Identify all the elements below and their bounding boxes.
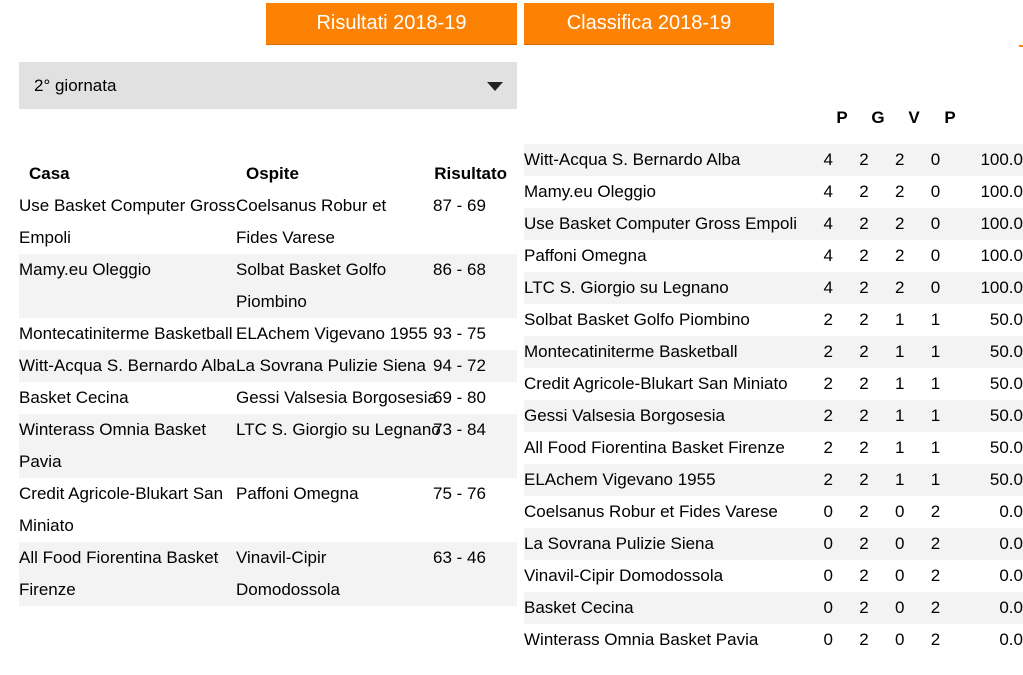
lost: 0 (930, 246, 941, 265)
score: 87 - 69 (433, 196, 486, 215)
lost: 1 (930, 470, 941, 489)
standings-row (524, 176, 1023, 208)
won: 1 (895, 310, 905, 329)
lost: 1 (930, 342, 941, 361)
score: 94 - 72 (433, 356, 486, 375)
results-table (19, 158, 517, 606)
played: 2 (859, 182, 869, 201)
score: 63 - 46 (433, 548, 486, 567)
standings-row (524, 560, 1023, 592)
table-row (19, 382, 517, 414)
table-row (19, 350, 517, 382)
won: 2 (895, 246, 905, 265)
standings-row (524, 304, 1023, 336)
lost: 1 (930, 310, 941, 329)
table-row (19, 542, 517, 606)
standings-row (524, 464, 1023, 496)
win-percentage: 50.0 (989, 310, 1023, 329)
won: 2 (895, 150, 905, 169)
team-name: Winterass Omnia Basket Pavia (524, 630, 759, 649)
tab-standings[interactable]: Classifica 2018-19 (524, 3, 774, 44)
played: 2 (859, 406, 869, 425)
score: 86 - 68 (433, 260, 486, 279)
standings-row (524, 432, 1023, 464)
header-home: Casa (29, 164, 70, 183)
team-name: Mamy.eu Oleggio (524, 182, 656, 201)
standings-row (524, 528, 1023, 560)
lost: 0 (930, 182, 941, 201)
team-name: Credit Agricole-Blukart San Miniato (524, 374, 788, 393)
played: 2 (859, 374, 869, 393)
win-percentage: 0.0 (999, 630, 1023, 649)
table-row (19, 414, 517, 478)
lost: 0 (930, 214, 941, 233)
away-team: Paffoni Omegna (236, 484, 359, 503)
home-team: Use Basket Computer Gross Empoli (19, 196, 236, 247)
standings-row (524, 208, 1023, 240)
team-name: Paffoni Omegna (524, 246, 647, 265)
team-name: LTC S. Giorgio su Legnano (524, 278, 729, 297)
won: 2 (895, 278, 905, 297)
table-row (19, 478, 517, 542)
won: 1 (895, 438, 905, 457)
results-body (19, 190, 517, 606)
lost: 2 (930, 566, 941, 585)
home-team: All Food Fiorentina Basket Firenze (19, 548, 219, 599)
score: 93 - 75 (433, 324, 486, 343)
chevron-down-icon (487, 82, 503, 91)
lost: 2 (930, 598, 941, 617)
home-team: Winterass Omnia Basket Pavia (19, 420, 207, 471)
standings-row (524, 624, 1023, 656)
lost: 0 (930, 278, 941, 297)
lost: 2 (930, 534, 941, 553)
points: 2 (823, 374, 833, 393)
team-name: Witt-Acqua S. Bernardo Alba (524, 150, 741, 169)
table-row (19, 254, 517, 318)
points: 0 (823, 630, 833, 649)
points: 4 (823, 278, 833, 297)
team-name: All Food Fiorentina Basket Firenze (524, 438, 785, 457)
won: 1 (895, 470, 905, 489)
played: 2 (859, 598, 869, 617)
score: 73 - 84 (433, 420, 486, 439)
home-team: Montecatiniterme Basketball (19, 324, 233, 343)
round-select-value: 2° giornata (34, 76, 117, 95)
header-lost: P (944, 108, 956, 127)
points: 4 (823, 182, 833, 201)
standings-row (524, 240, 1023, 272)
win-percentage: 50.0 (989, 342, 1023, 361)
won: 0 (895, 630, 905, 649)
team-name: Solbat Basket Golfo Piombino (524, 310, 750, 329)
lost: 1 (930, 438, 941, 457)
points: 0 (823, 502, 833, 521)
win-percentage: 100.0 (980, 278, 1023, 297)
standings-row (524, 336, 1023, 368)
points: 2 (823, 470, 833, 489)
results-header (19, 158, 517, 190)
standings-table (524, 144, 1023, 656)
standings-header (824, 105, 968, 131)
team-name: Basket Cecina (524, 598, 634, 617)
won: 1 (895, 342, 905, 361)
team-name: Use Basket Computer Gross Empoli (524, 214, 798, 233)
header-away: Ospite (246, 164, 299, 183)
win-percentage: 50.0 (989, 374, 1023, 393)
win-percentage: 50.0 (989, 470, 1023, 489)
played: 2 (859, 438, 869, 457)
header-points: P (836, 108, 848, 127)
played: 2 (859, 246, 869, 265)
win-percentage: 0.0 (999, 598, 1023, 617)
team-name: Gessi Valsesia Borgosesia (524, 406, 725, 425)
win-percentage: 0.0 (999, 566, 1023, 585)
win-percentage: 0.0 (999, 534, 1023, 553)
win-percentage: 100.0 (980, 150, 1023, 169)
won: 0 (895, 598, 905, 617)
points: 2 (823, 406, 833, 425)
home-team: Mamy.eu Oleggio (19, 260, 151, 279)
played: 2 (859, 534, 869, 553)
win-percentage: 100.0 (980, 182, 1023, 201)
home-team: Basket Cecina (19, 388, 129, 407)
home-team: Witt-Acqua S. Bernardo Alba (19, 356, 236, 375)
win-percentage: 50.0 (989, 406, 1023, 425)
win-percentage: 100.0 (980, 214, 1023, 233)
points: 0 (823, 534, 833, 553)
score: 69 - 80 (433, 388, 486, 407)
team-name: Coelsanus Robur et Fides Varese (524, 502, 778, 521)
won: 0 (895, 566, 905, 585)
team-name: Vinavil-Cipir Domodossola (524, 566, 724, 585)
standings-row (524, 272, 1023, 304)
played: 2 (859, 470, 869, 489)
away-team: LTC S. Giorgio su Legnano (236, 420, 441, 439)
standings-row (524, 144, 1023, 176)
points: 4 (823, 246, 833, 265)
played: 2 (859, 214, 869, 233)
lost: 1 (930, 374, 941, 393)
team-name: ELAchem Vigevano 1955 (524, 470, 716, 489)
tab-results[interactable]: Risultati 2018-19 (266, 3, 517, 44)
win-percentage: 50.0 (989, 438, 1023, 457)
won: 1 (895, 406, 905, 425)
divider-tick (1019, 45, 1023, 47)
points: 2 (823, 438, 833, 457)
won: 0 (895, 534, 905, 553)
table-row (19, 190, 517, 254)
lost: 2 (930, 502, 941, 521)
won: 0 (895, 502, 905, 521)
won: 1 (895, 374, 905, 393)
played: 2 (859, 278, 869, 297)
score: 75 - 76 (433, 484, 486, 503)
header-score: Risultato (434, 164, 507, 183)
team-name: La Sovrana Pulizie Siena (524, 534, 714, 553)
win-percentage: 0.0 (999, 502, 1023, 521)
played: 2 (859, 502, 869, 521)
lost: 0 (930, 150, 941, 169)
played: 2 (859, 566, 869, 585)
win-percentage: 100.0 (980, 246, 1023, 265)
points: 4 (823, 150, 833, 169)
won: 2 (895, 214, 905, 233)
away-team: Coelsanus Robur et Fides Varese (236, 196, 387, 247)
table-row (19, 318, 517, 350)
points: 0 (823, 566, 833, 585)
played: 2 (859, 630, 869, 649)
away-team: Gessi Valsesia Borgosesia (236, 388, 437, 407)
away-team: Vinavil-Cipir Domodossola (236, 548, 340, 599)
played: 2 (859, 310, 869, 329)
lost: 1 (930, 406, 941, 425)
away-team: La Sovrana Pulizie Siena (236, 356, 426, 375)
played: 2 (859, 342, 869, 361)
away-team: ELAchem Vigevano 1955 (236, 324, 428, 343)
played: 2 (859, 150, 869, 169)
points: 0 (823, 598, 833, 617)
standings-row (524, 400, 1023, 432)
header-won: V (908, 108, 920, 127)
lost: 2 (930, 630, 941, 649)
points: 4 (823, 214, 833, 233)
home-team: Credit Agricole-Blukart San Miniato (19, 484, 224, 535)
won: 2 (895, 182, 905, 201)
points: 2 (823, 310, 833, 329)
standings-row (524, 592, 1023, 624)
standings-row (524, 496, 1023, 528)
away-team: Solbat Basket Golfo Piombino (236, 260, 387, 311)
points: 2 (823, 342, 833, 361)
standings-row (524, 368, 1023, 400)
header-played: G (871, 108, 885, 127)
team-name: Montecatiniterme Basketball (524, 342, 738, 361)
round-select[interactable] (19, 62, 517, 109)
